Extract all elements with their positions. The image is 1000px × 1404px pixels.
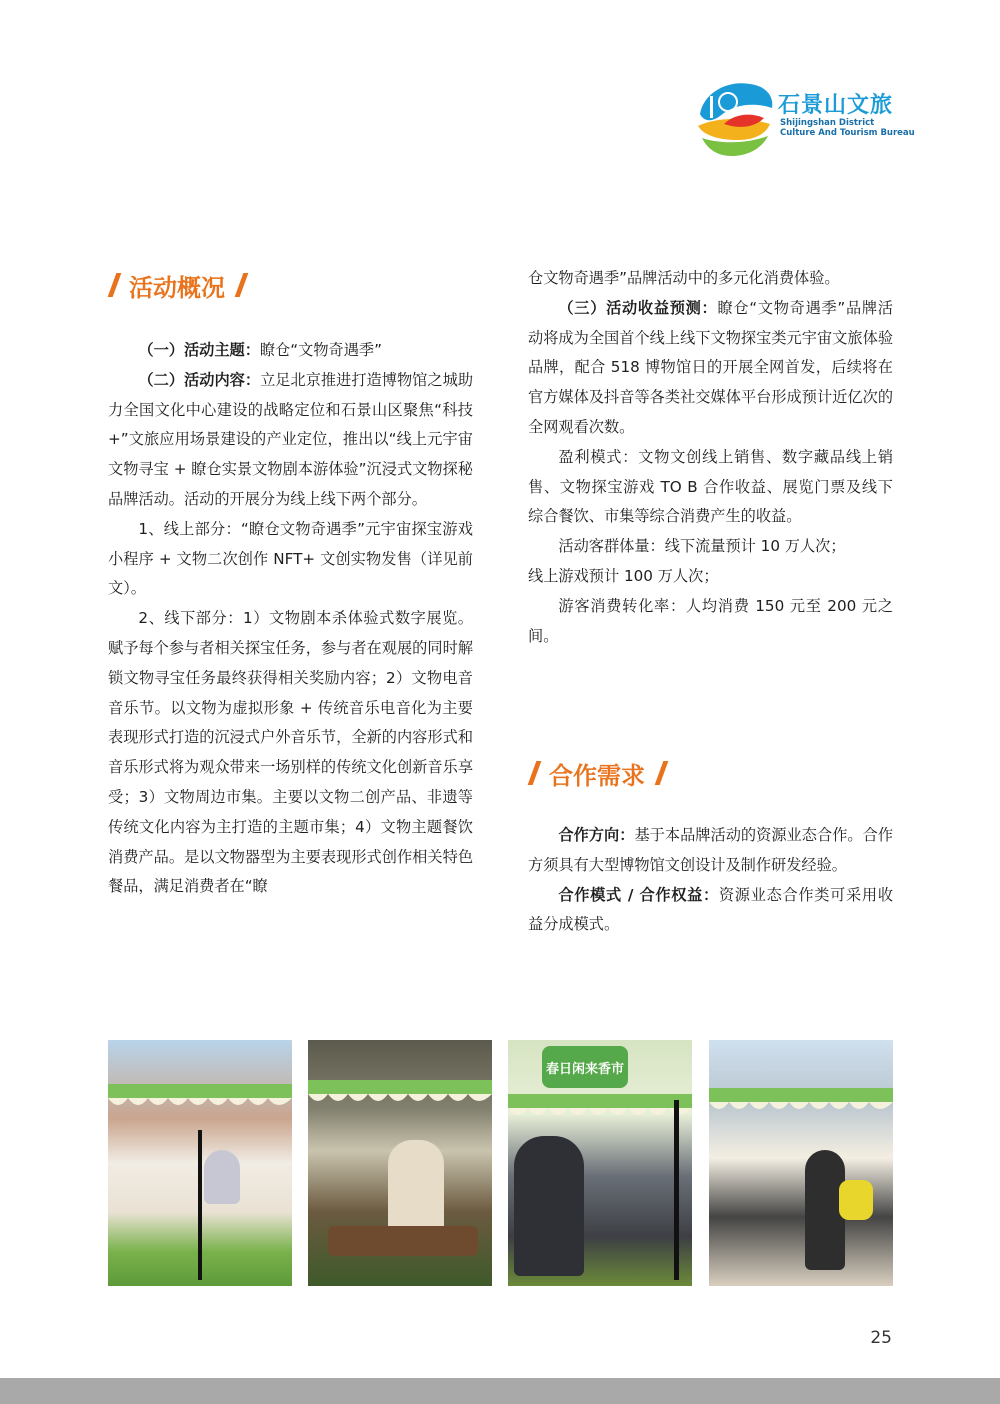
benefit-label: （三）活动收益预测：	[558, 298, 718, 317]
awning-icon	[308, 1080, 492, 1108]
coop-direction-paragraph	[528, 821, 893, 881]
heading-slash-right	[235, 273, 249, 297]
content-label: （二）活动内容：	[138, 370, 261, 389]
logo-subtitle-line-1: Shijingshan District	[780, 118, 875, 128]
market-sign: 春日闲来香市	[542, 1046, 628, 1088]
offline-paragraph: 2、线下部分：1）文物剧本杀体验式数字展览。赋予每个参与者相关探宝任务，参与者在观展的同时解锁文物寻宝任务最终获得相关奖励内容；2）文物电音音乐节。以文物为虚拟形象 + 传统音乐电音化为主要表现形式打造的沉浸式户外音乐节，全新的内容形式和音乐形式将为观众带来一场别样的传统文化创新音乐享受；3）文物周边市集。主要以文物二创产品、非遗等传统文化内容为主打造的主题市集；4）文物主题餐饮消费产品。是以文物器型为主要表现形式创作相关特色餐品，满足消费者在“瞭	[108, 609, 473, 896]
logo-subtitle	[780, 118, 915, 138]
visitor-figure	[204, 1150, 240, 1204]
coop-direction-text: 基于本品牌活动的资源业态合作。合作方须具有大型博物馆文创设计及制作研发经验。	[528, 826, 894, 874]
stall-pole	[674, 1100, 679, 1280]
footer-bar	[0, 1378, 1000, 1404]
theme-text: 瞭仓“文物奇遇季”	[259, 341, 382, 359]
continuation-paragraph: 仓文物奇遇季”品牌活动中的多元化消费体验。	[528, 269, 840, 287]
logo-mark-icon	[694, 74, 778, 160]
logo-subtitle-line-2: Culture And Tourism Bureau	[780, 128, 915, 138]
coop-mode-text: 资源业态合作类可采用收益分成模式。	[528, 885, 894, 934]
heading-slash-left	[528, 761, 542, 785]
market-photo-2	[308, 1040, 492, 1286]
coop-mode-label: 合作模式 / 合作权益：	[558, 885, 719, 904]
cooperation-column	[528, 821, 893, 940]
awning-icon	[108, 1084, 292, 1112]
stall-table	[328, 1226, 478, 1256]
stall-pole	[198, 1130, 202, 1280]
benefit-paragraph	[528, 294, 893, 443]
overview-heading	[112, 268, 244, 302]
left-column	[108, 336, 473, 902]
coop-direction-label: 合作方向：	[558, 826, 635, 844]
right-column	[528, 264, 893, 651]
visitor-figure	[514, 1136, 584, 1276]
market-photo-1	[108, 1040, 292, 1286]
logo-title: 石景山文旅	[778, 93, 894, 118]
coop-mode-paragraph	[528, 881, 893, 941]
yellow-bag	[839, 1180, 873, 1220]
conversion-paragraph: 游客消费转化率：人均消费 150 元至 200 元之间。	[528, 596, 893, 645]
benefit-text: 瞭仓“文物奇遇季”品牌活动将成为全国首个线上线下文物探宝类元宇宙文旅体验品牌，配合 518 博物馆日的开展全网首发，后续将在官方媒体及抖音等各类社交媒体平台形成预计近亿次的全网观看次数。	[528, 298, 893, 436]
visitor-figure	[388, 1140, 444, 1236]
heading-slash-right	[655, 761, 669, 785]
market-photo-3	[508, 1040, 692, 1286]
theme-label: （一）活动主题：	[138, 341, 260, 359]
page-number: 25	[870, 1328, 892, 1348]
content-paragraph	[108, 366, 473, 515]
cooperation-heading	[532, 756, 664, 790]
bureau-logo	[694, 74, 915, 160]
market-photo-4	[709, 1040, 893, 1286]
theme-paragraph	[108, 336, 473, 366]
heading-slash-left	[108, 273, 122, 297]
profit-paragraph: 盈利模式：文物文创线上销售、数字藏品线上销售、文物探宝游戏 TO B 合作收益、展览门票及线下综合餐饮、市集等综合消费产生的收益。	[528, 447, 893, 526]
awning-icon	[709, 1088, 893, 1116]
online-paragraph: 1、线上部分：“瞭仓文物奇遇季”元宇宙探宝游戏小程序 + 文物二次创作 NFT+ 文创实物发售（详见前文）。	[108, 519, 473, 598]
cooperation-heading-text: 合作需求	[549, 761, 645, 790]
overview-heading-text: 活动概况	[129, 273, 225, 302]
awning-icon	[508, 1094, 692, 1122]
audience-line-2: 线上游戏预计 100 万人次；	[528, 566, 719, 585]
content-text: 立足北京推进打造博物馆之城助力全国文化中心建设的战略定位和石景山区聚焦“科技 +”文旅应用场景建设的产业定位，推出以“线上元宇宙文物寻宝 + 瞭仓实景文物剧本游体验”沉浸式文物探秘品牌活动。活动的开展分为线上线下两个部分。	[108, 370, 474, 508]
audience-line-1: 活动客群体量：线下流量预计 10 万人次；	[558, 537, 846, 556]
